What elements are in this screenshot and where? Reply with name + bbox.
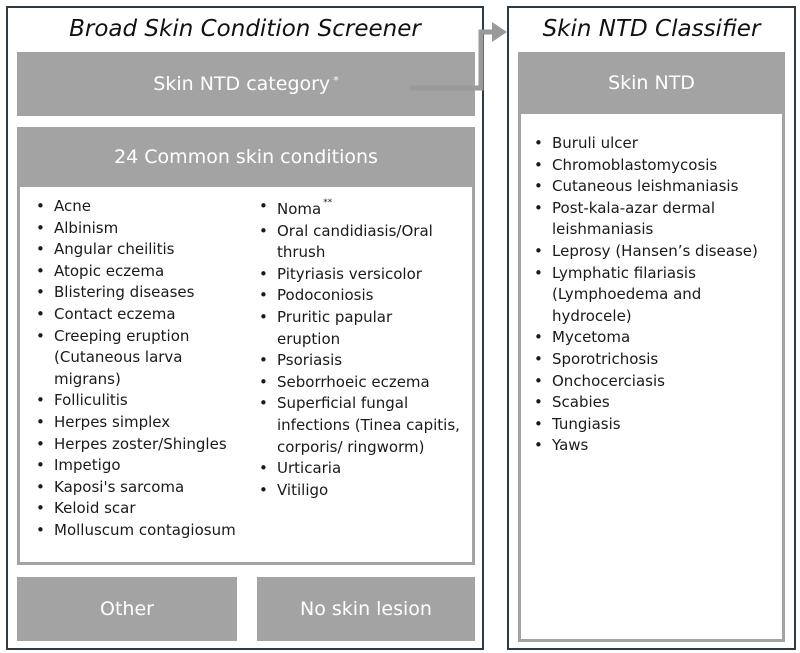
condition-item-label: Albinism xyxy=(54,218,119,237)
condition-item xyxy=(255,393,460,458)
ntd-item xyxy=(530,176,770,198)
condition-item xyxy=(32,434,237,456)
condition-item xyxy=(32,390,237,412)
condition-item-label: Kaposi's sarcoma xyxy=(54,477,185,496)
skin-ntd-list-area xyxy=(521,114,782,639)
condition-item-label: Podoconiosis xyxy=(277,286,374,305)
condition-item-label: Blistering diseases xyxy=(54,283,195,302)
skin-ntd-category-box xyxy=(17,52,475,116)
ntd-item-label: Tungiasis xyxy=(552,414,621,433)
condition-item xyxy=(255,196,460,221)
condition-item-label: Noma xyxy=(277,200,322,218)
condition-item-label: Atopic eczema xyxy=(54,261,165,280)
condition-item-label: Vitiligo xyxy=(277,480,329,499)
ntd-classifier-title: Skin NTD Classifier xyxy=(542,16,761,42)
ntd-item-label: Scabies xyxy=(552,393,610,412)
condition-item xyxy=(255,480,460,502)
skin-ntd-category-footnote: * xyxy=(333,73,339,87)
ntd-item xyxy=(530,263,770,328)
broad-screener-panel xyxy=(6,6,484,650)
ntd-item xyxy=(530,241,770,263)
skin-ntd-box xyxy=(518,52,785,642)
condition-item-label: Superficial fungal infections (Tinea capitis, corporis/ ringworm) xyxy=(277,394,460,456)
condition-item xyxy=(255,307,460,350)
condition-item xyxy=(32,196,237,218)
common-conditions-box xyxy=(17,127,475,565)
skin-ntd-list xyxy=(530,133,770,457)
ntd-item-label: Post-kala-azar dermal leishmaniasis xyxy=(552,198,716,239)
condition-item-label: Oral candidiasis/Oral thrush xyxy=(277,221,433,262)
skin-ntd-category-label: Skin NTD category xyxy=(153,73,331,95)
common-conditions-list-area xyxy=(20,187,472,562)
other-label: Other xyxy=(100,598,154,620)
condition-item xyxy=(32,498,237,520)
ntd-item xyxy=(530,155,770,177)
ntd-item-label: Buruli ulcer xyxy=(552,134,638,152)
condition-item-label: Psoriasis xyxy=(277,351,343,370)
common-conditions-column-2 xyxy=(255,196,460,501)
ntd-item-label: Lymphatic filariasis (Lymphoedema and hydrocele) xyxy=(552,263,702,325)
ntd-classifier-panel xyxy=(507,6,796,650)
ntd-item xyxy=(530,371,770,393)
common-conditions-column-1 xyxy=(32,196,237,542)
ntd-item xyxy=(530,349,770,371)
condition-item-label: Angular cheilitis xyxy=(54,240,175,259)
other-box xyxy=(17,577,237,641)
ntd-item-label: Sporotrichosis xyxy=(552,349,659,368)
condition-item-label: Impetigo xyxy=(54,456,121,475)
condition-item-label: Creeping eruption (Cutaneous larva migrans) xyxy=(54,326,190,388)
condition-item xyxy=(32,455,237,477)
condition-item-label: Acne xyxy=(54,197,91,215)
condition-item xyxy=(32,304,237,326)
condition-item xyxy=(32,412,237,434)
condition-item-label: Herpes zoster/Shingles xyxy=(54,434,227,453)
condition-item-label: Pruritic papular eruption xyxy=(277,307,393,348)
condition-item xyxy=(255,458,460,480)
ntd-item-label: Mycetoma xyxy=(552,328,631,347)
ntd-item-label: Cutaneous leishmaniasis xyxy=(552,177,739,196)
ntd-item xyxy=(530,327,770,349)
condition-item xyxy=(32,239,237,261)
condition-item xyxy=(255,372,460,394)
condition-item-label: Keloid scar xyxy=(54,499,136,518)
condition-item xyxy=(255,350,460,372)
condition-item xyxy=(32,261,237,283)
ntd-item xyxy=(530,198,770,241)
common-conditions-header: 24 Common skin conditions xyxy=(114,146,378,168)
ntd-item xyxy=(530,435,770,457)
connector-arrow-head xyxy=(492,22,507,42)
ntd-item xyxy=(530,392,770,414)
condition-item xyxy=(32,282,237,304)
condition-item-label: Seborrhoeic eczema xyxy=(277,372,430,391)
broad-screener-title: Broad Skin Condition Screener xyxy=(69,16,421,42)
condition-item-label: Molluscum contagiosum xyxy=(54,520,236,539)
condition-item-label: Pityriasis versicolor xyxy=(277,264,422,283)
no-skin-lesion-box xyxy=(257,577,475,641)
ntd-item-label: Onchocerciasis xyxy=(552,371,665,390)
ntd-item-label: Chromoblastomycosis xyxy=(552,155,718,174)
condition-item xyxy=(32,520,237,542)
condition-item-label: Herpes simplex xyxy=(54,412,171,431)
ntd-item-label: Yaws xyxy=(552,436,589,455)
skin-ntd-header: Skin NTD xyxy=(608,72,695,94)
condition-item-label: Urticaria xyxy=(277,459,342,478)
ntd-item xyxy=(530,133,770,155)
condition-item xyxy=(255,264,460,286)
condition-item xyxy=(255,285,460,307)
noma-footnote: ** xyxy=(323,198,333,208)
condition-item xyxy=(32,477,237,499)
condition-item xyxy=(32,218,237,240)
condition-item xyxy=(32,326,237,391)
condition-item-label: Contact eczema xyxy=(54,304,176,323)
condition-item-label: Folliculitis xyxy=(54,391,128,410)
ntd-item xyxy=(530,414,770,436)
condition-item xyxy=(255,221,460,264)
ntd-item-label: Leprosy (Hansen’s disease) xyxy=(552,241,758,260)
no-skin-lesion-label: No skin lesion xyxy=(300,598,432,620)
